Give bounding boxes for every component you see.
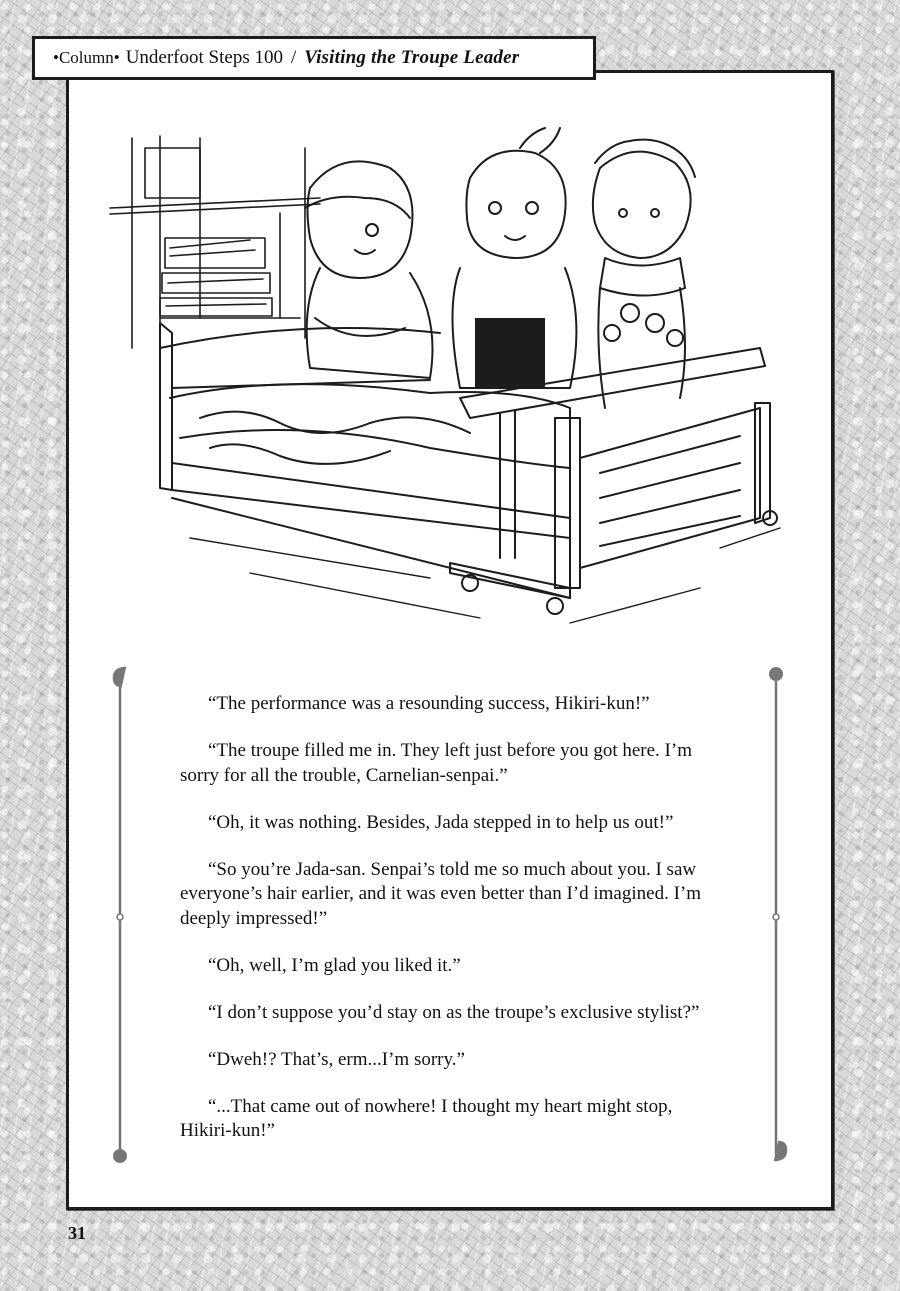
column-label: •Column•: [53, 48, 120, 67]
chapter-title: Visiting the Troupe Leader: [304, 47, 520, 68]
bed-drawing: [160, 323, 770, 598]
floor-drawing: [190, 528, 780, 623]
bedside-illustration: [100, 118, 800, 638]
series-title: Underfoot Steps 100: [125, 47, 283, 68]
paragraph-3: “Oh, it was nothing. Besides, Jada stepped in to help us out!”: [208, 811, 674, 833]
paragraph-1: “The performance was a resounding success, Hikiri-kun!”: [208, 693, 650, 714]
paragraph-6: “I don’t suppose you’d stay on as the troupe’s exclusive stylist?”: [208, 1001, 700, 1023]
paragraph-7: “Dweh!? That’s, erm...I’m sorry.”: [208, 1048, 465, 1070]
paragraph-5: “Oh, well, I’m glad you liked it.”: [208, 954, 461, 976]
header-separator: /: [290, 47, 297, 68]
page-number: 31: [68, 1223, 86, 1243]
characters-drawing: [305, 128, 695, 408]
paragraph-8: “...That came out of nowhere! I thought my heart might stop, Hikiri-kun!”: [180, 1095, 673, 1141]
paragraph-4: “So you’re Jada-san. Senpai’s told me so much about you. I saw everyone’s hair earlier, and it was even better than I’d imagined. I’m deeply impressed!”: [180, 858, 701, 929]
shelf-drawing: [110, 136, 320, 348]
column-header: [32, 36, 596, 80]
dialogue-text: [180, 692, 728, 1166]
paragraph-2: “The troupe filled me in. They left just before you got here. I’m sorry for all the trouble, Carnelian-senpai.”: [180, 740, 692, 786]
